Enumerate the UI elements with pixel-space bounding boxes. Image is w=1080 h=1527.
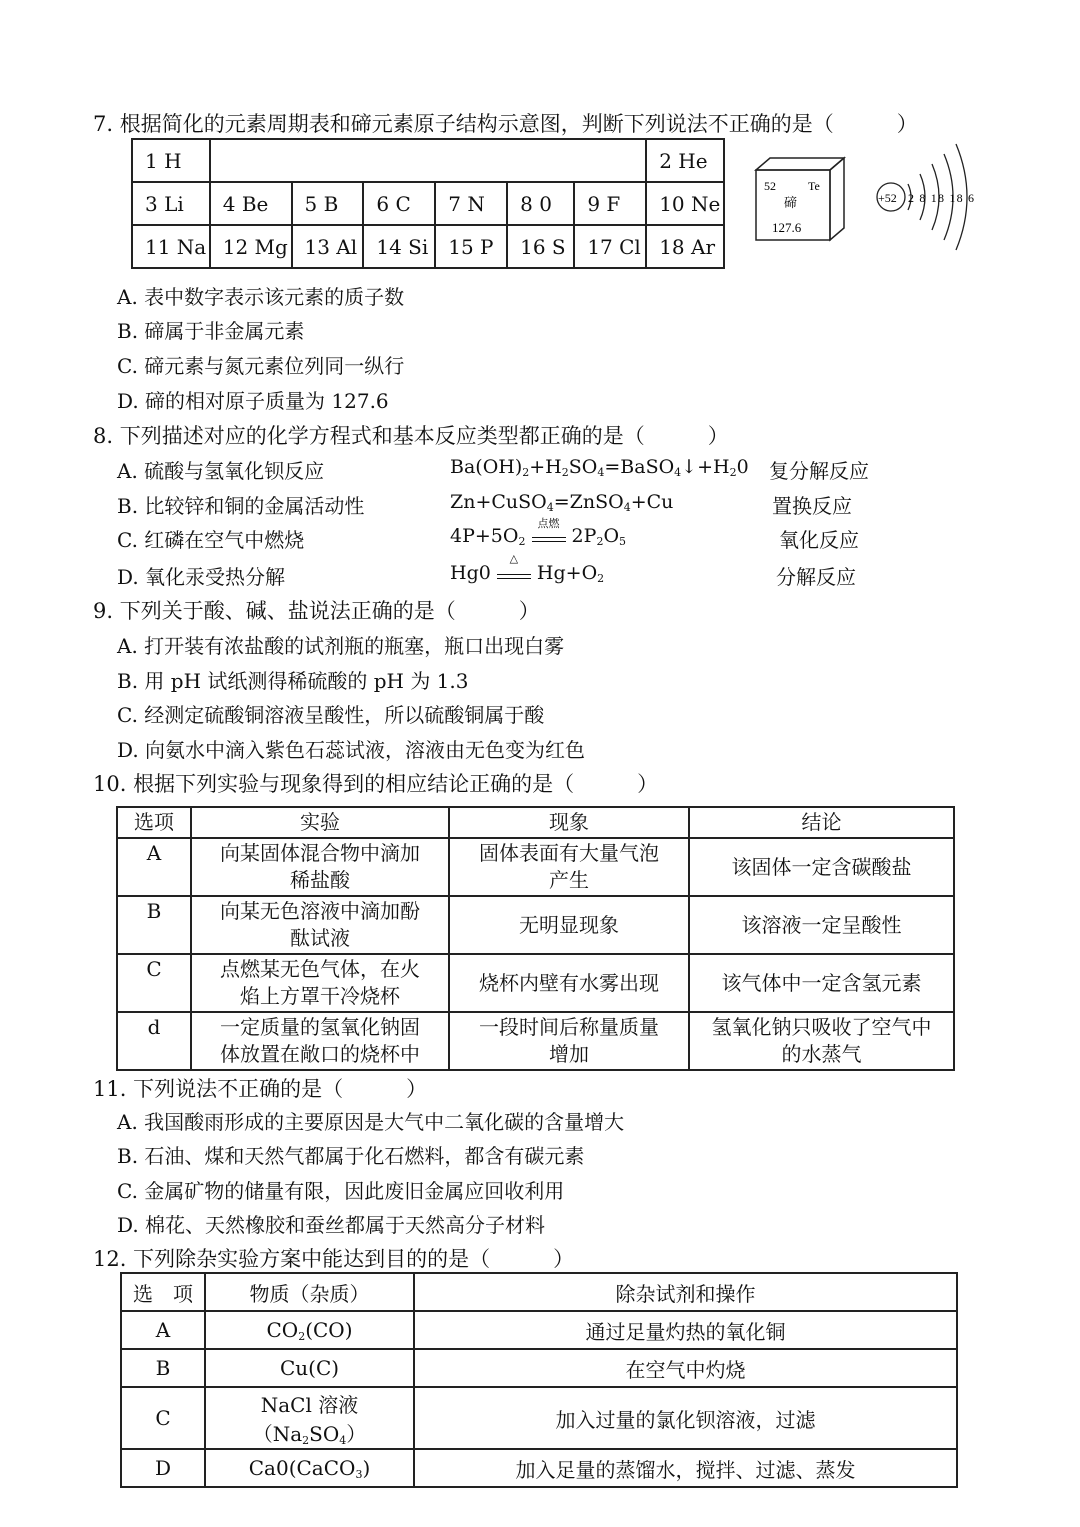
q10-opt: C bbox=[117, 954, 191, 1012]
q10-exp-line: 点燃某无色气体，在火 bbox=[220, 957, 420, 981]
q12-header: 除杂试剂和操作 bbox=[414, 1273, 957, 1311]
q10-phen-line: 无明显现象 bbox=[519, 912, 619, 937]
q8-type-d: 分解反应 bbox=[776, 565, 856, 589]
pt-cell: 7 N bbox=[435, 182, 507, 225]
q10-concl-line: 该固体一定含碳酸盐 bbox=[731, 854, 912, 879]
table-row bbox=[121, 1449, 957, 1487]
q12-opt: C bbox=[121, 1387, 205, 1449]
q10-exp-line: 酞试液 bbox=[290, 926, 350, 950]
q8-equation-b: Zn+CuSO$_4$=ZnSO$_4$+Cu bbox=[450, 491, 674, 514]
table-row bbox=[117, 838, 954, 896]
pt-cell: 12 Mg bbox=[210, 225, 292, 268]
table-row bbox=[117, 896, 954, 954]
pt-cell: 1 H bbox=[132, 139, 210, 182]
pt-cell: 2 He bbox=[646, 139, 724, 182]
pt-cell: 15 P bbox=[435, 225, 507, 268]
te-symbol: Te bbox=[808, 179, 820, 193]
q10-header: 现象 bbox=[449, 807, 689, 838]
q10-header: 选项 bbox=[117, 807, 191, 838]
q12-operation: 加入足量的蒸馏水，搅拌、过滤、蒸发 bbox=[414, 1449, 957, 1487]
q10-exp-line: 一定质量的氢氧化钠固 bbox=[220, 1015, 420, 1039]
te-number: 52 bbox=[764, 179, 776, 193]
q10-concl-line: 该溶液一定呈酸性 bbox=[741, 912, 902, 937]
q12-operation: 加入过量的氯化钡溶液，过滤 bbox=[414, 1387, 957, 1449]
pt-cell: 13 Al bbox=[292, 225, 364, 268]
periodic-table bbox=[131, 138, 725, 269]
q10-concl-line: 该气体中一定含氢元素 bbox=[721, 970, 922, 995]
q10-opt: B bbox=[117, 896, 191, 954]
q10-exp-line: 向某固体混合物中滴加 bbox=[220, 841, 420, 865]
pt-cell: 9 F bbox=[574, 182, 646, 225]
q7-option-a: A. 表中数字表示该元素的质子数 bbox=[117, 285, 405, 309]
q10-concl-line: 的水蒸气 bbox=[781, 1042, 862, 1066]
q8-type-b: 置换反应 bbox=[772, 494, 852, 518]
q10-exp-line: 焰上方罩干冷烧杯 bbox=[240, 984, 400, 1008]
q12-header: 物质（杂质） bbox=[205, 1273, 414, 1311]
q12-header: 选 项 bbox=[121, 1273, 205, 1311]
q12-substance: NaCl 溶液$(Na_2SO_4)$ bbox=[205, 1387, 414, 1449]
q10-phen-line: 固体表面有大量气泡 bbox=[479, 841, 659, 865]
q7-stem: 7. 根据简化的元素周期表和碲元素原子结构示意图，判断下列说法不正确的是（ ） bbox=[93, 112, 918, 136]
q10-phen-line: 增加 bbox=[549, 1042, 589, 1066]
pt-cell: 6 C bbox=[363, 182, 435, 225]
q8-type-c: 氧化反应 bbox=[779, 528, 859, 552]
te-mass: 127.6 bbox=[772, 220, 802, 235]
q11-option-d: D. 棉花、天然橡胶和蚕丝都属于天然高分子材料 bbox=[117, 1213, 546, 1237]
q8-equation-a: $Ba(OH)_2+H_2SO_4=BaSO_4↓+H_20$ bbox=[450, 456, 749, 479]
table-row bbox=[121, 1387, 957, 1449]
q10-header: 结论 bbox=[689, 807, 954, 838]
q8-equation-c: $4P+5O_2$ 点燃 $2P_2O_5$ bbox=[450, 517, 627, 548]
q10-concl-line: 氢氧化钠只吸收了空气中 bbox=[711, 1015, 932, 1039]
q8-option-a: A. 硫酸与氢氧化钡反应 bbox=[117, 459, 325, 483]
pt-cell: 8 0 bbox=[507, 182, 574, 225]
pt-cell: 16 S bbox=[507, 225, 574, 268]
q8-type-a: 复分解反应 bbox=[769, 459, 869, 483]
table-row bbox=[121, 1349, 957, 1387]
pt-cell: 18 Ar bbox=[646, 225, 724, 268]
pt-cell: 14 Si bbox=[363, 225, 435, 268]
q11-option-b: B. 石油、煤和天然气都属于化石燃料，都含有碳元素 bbox=[117, 1144, 585, 1168]
q10-header: 实验 bbox=[191, 807, 449, 838]
q10-exp-line: 向某无色溶液中滴加酚 bbox=[220, 899, 420, 923]
pt-cell: 4 Be bbox=[210, 182, 292, 225]
q10-opt: d bbox=[117, 1012, 191, 1070]
q10-opt: A bbox=[117, 838, 191, 896]
table-row bbox=[121, 1311, 957, 1349]
q11-option-a: A. 我国酸雨形成的主要原因是大气中二氧化碳的含量增大 bbox=[117, 1110, 625, 1134]
q10-phen-line: 产生 bbox=[549, 868, 589, 892]
q10-phen-line: 烧杯内壁有水雾出现 bbox=[479, 970, 659, 995]
pt-cell-empty bbox=[210, 139, 646, 182]
q12-operation: 在空气中灼烧 bbox=[414, 1349, 957, 1387]
q10-exp-line: 体放置在敞口的烧杯中 bbox=[220, 1042, 420, 1066]
q8-condition-c: 点燃 bbox=[537, 517, 560, 530]
q12-opt: B bbox=[121, 1349, 205, 1387]
q8-option-c: C. 红磷在空气中燃烧 bbox=[117, 528, 305, 552]
q10-phen-line: 一段时间后称量质量 bbox=[479, 1015, 659, 1039]
pt-cell: 17 Cl bbox=[574, 225, 646, 268]
q12-stem: 12. 下列除杂实验方案中能达到目的的是（ ） bbox=[93, 1247, 575, 1271]
pt-cell: 11 Na bbox=[132, 225, 210, 268]
q10-table bbox=[116, 806, 955, 1071]
te-name: 碲 bbox=[784, 196, 798, 211]
q9-option-c: C. 经测定硫酸铜溶液呈酸性，所以硫酸铜属于酸 bbox=[117, 703, 545, 727]
q12-opt: A bbox=[121, 1311, 205, 1349]
q9-option-a: A. 打开装有浓盐酸的试剂瓶的瓶塞，瓶口出现白雾 bbox=[117, 634, 565, 658]
q10-stem: 10. 根据下列实验与现象得到的相应结论正确的是（ ） bbox=[93, 772, 659, 796]
q9-option-b: B. 用 pH 试纸测得稀硫酸的 pH 为 1.3 bbox=[117, 669, 469, 693]
q8-option-b: B. 比较锌和铜的金属活动性 bbox=[117, 494, 365, 518]
tellurium-card bbox=[752, 154, 852, 244]
q11-stem: 11. 下列说法不正确的是（ ） bbox=[93, 1077, 428, 1101]
q7-option-c: C. 碲元素与氮元素位列同一纵行 bbox=[117, 354, 405, 378]
q8-condition-d: △ bbox=[509, 552, 519, 565]
q8-option-d: D. 氧化汞受热分解 bbox=[117, 565, 286, 589]
q11-option-c: C. 金属矿物的储量有限，因此废旧金属应回收利用 bbox=[117, 1179, 565, 1203]
q12-substance: $CO_2(CO)$ bbox=[205, 1311, 414, 1349]
atom-structure-diagram bbox=[870, 140, 985, 255]
q9-stem: 9. 下列关于酸、碱、盐说法正确的是（ ） bbox=[93, 599, 540, 623]
table-row bbox=[117, 1012, 954, 1070]
q10-exp-line: 稀盐酸 bbox=[290, 868, 350, 892]
table-row bbox=[117, 954, 954, 1012]
q12-substance: Ca0(CaCO$_3$) bbox=[205, 1449, 414, 1487]
pt-cell: 5 B bbox=[292, 182, 364, 225]
q12-substance: Cu(C) bbox=[205, 1349, 414, 1387]
q12-operation: 通过足量灼热的氧化铜 bbox=[414, 1311, 957, 1349]
pt-cell: 10 Ne bbox=[646, 182, 724, 225]
table-row bbox=[121, 1273, 957, 1311]
q7-option-d: D. 碲的相对原子质量为 127.6 bbox=[117, 389, 389, 413]
pt-cell: 3 Li bbox=[132, 182, 210, 225]
q8-equation-d: Hg0 △ $Hg+O_2$ bbox=[450, 552, 605, 585]
atom-shells: 2 8 18 18 6 bbox=[908, 191, 974, 205]
q8-stem: 8. 下列描述对应的化学方程式和基本反应类型都正确的是（ ） bbox=[93, 424, 729, 448]
q9-option-d: D. 向氨水中滴入紫色石蕊试液，溶液由无色变为红色 bbox=[117, 738, 586, 762]
q12-opt: D bbox=[121, 1449, 205, 1487]
q7-option-b: B. 碲属于非金属元素 bbox=[117, 319, 305, 343]
atom-nucleus: +52 bbox=[878, 191, 897, 205]
q12-table bbox=[120, 1272, 958, 1488]
